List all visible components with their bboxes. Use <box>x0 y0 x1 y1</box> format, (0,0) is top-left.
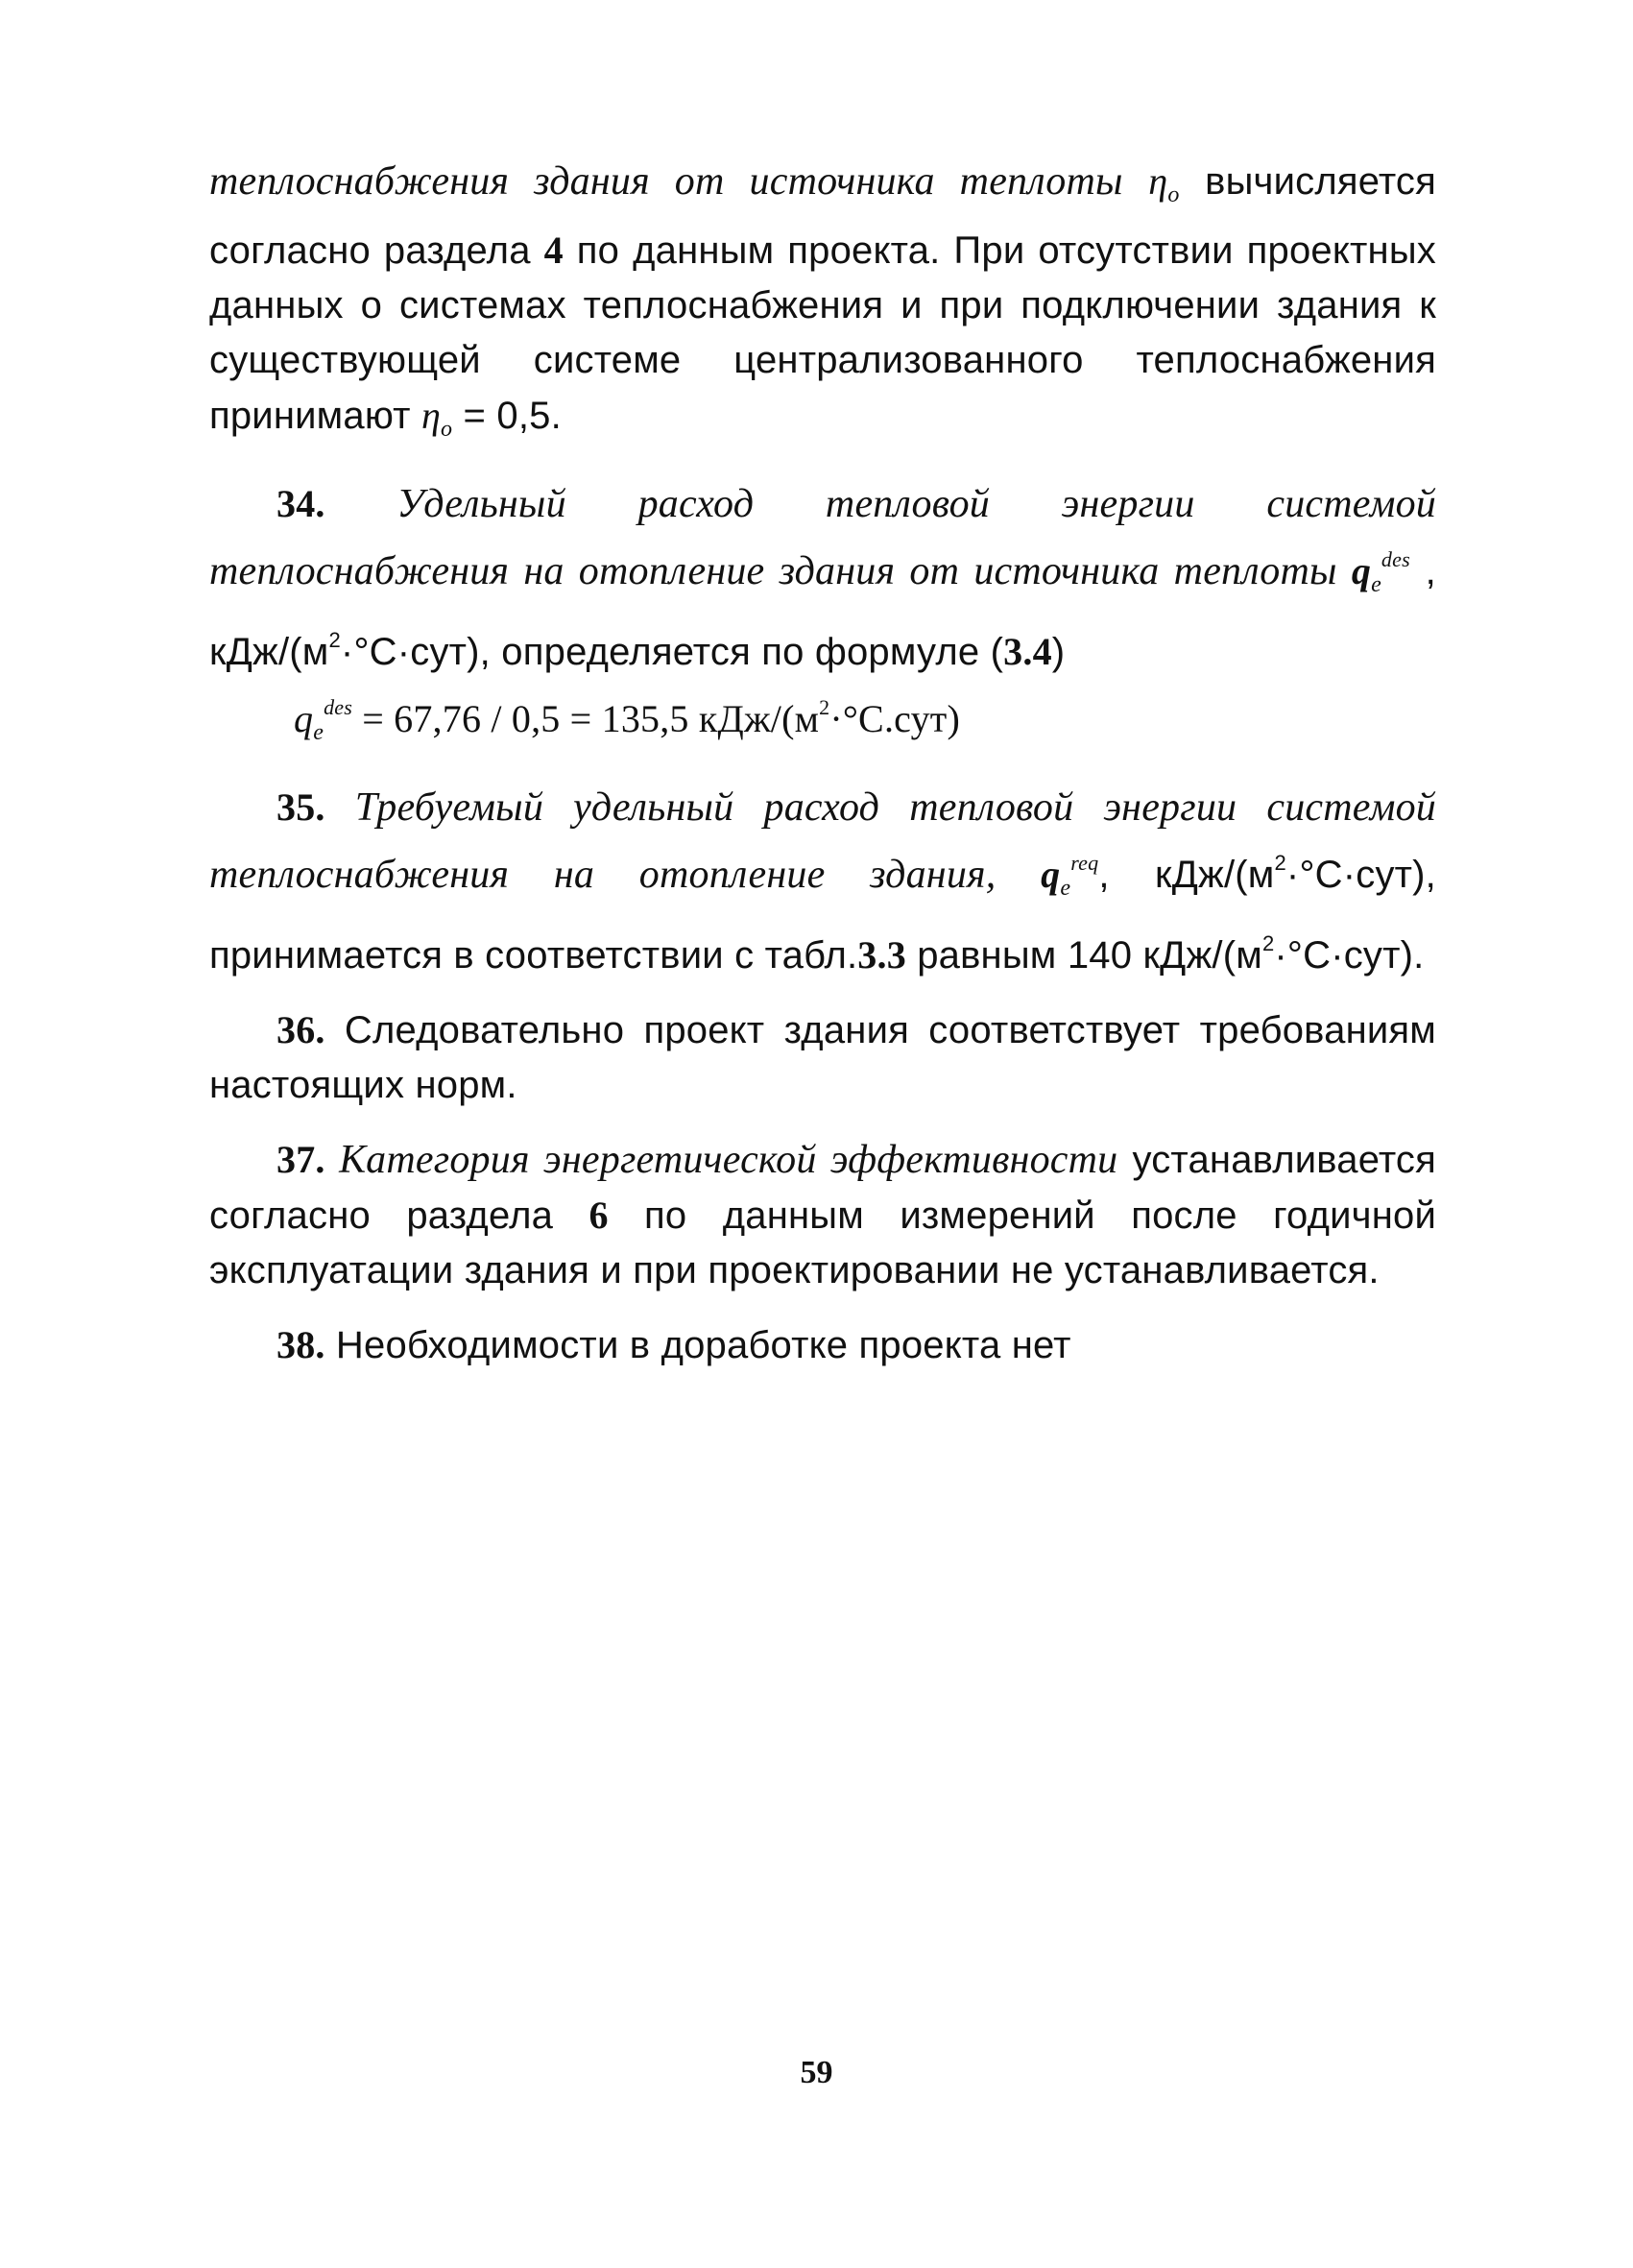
q-superscript: des <box>324 695 352 719</box>
item-number: 35. <box>276 785 325 829</box>
formula-34 <box>209 680 1436 760</box>
section-ref: 6 <box>588 1194 609 1237</box>
italic-term: Категория энергетической эффективности <box>324 1138 1118 1182</box>
text-segment: , кДж/(м <box>1098 854 1275 896</box>
text-segment: Необходимости в доработке проекта нет <box>324 1324 1071 1366</box>
square-superscript: 2 <box>819 695 830 719</box>
paragraph-37 <box>209 1132 1436 1298</box>
text-segment: ·°С·сут). <box>1274 934 1425 977</box>
text-segment: равным 140 кДж/(м <box>905 934 1262 977</box>
q-subscript: e <box>1371 572 1381 597</box>
italic-term: Требуемый удельный расход тепловой энергии системой теплоснабжения на отопление здания, <box>209 785 1436 897</box>
eta-symbol: η <box>420 394 442 437</box>
text-segment: = 0,5. <box>452 395 562 437</box>
q-subscript: e <box>1060 876 1071 901</box>
square-superscript: 2 <box>328 628 341 652</box>
eta-subscript: o <box>441 417 453 442</box>
square-superscript: 2 <box>1274 851 1286 875</box>
text-segment: устанавливается согласно раздела <box>209 1139 1436 1237</box>
text-segment: по данным измерений после годичной эксплуатации здания и при проектировании не устанавливается. <box>209 1194 1436 1291</box>
paragraph-35 <box>209 780 1436 983</box>
text-segment: вычисляется согласно раздела <box>209 160 1436 272</box>
q-symbol: q <box>1351 549 1372 592</box>
text-segment: по данным проекта. При отсутствии проектных данных о системах теплоснабжения и при подключении здания к существующей системе централизованного теплоснабжения принимают <box>209 229 1436 437</box>
q-subscript: e <box>313 720 324 745</box>
q-symbol: q <box>1041 853 1061 896</box>
text-segment: ·°С·сут), определяется по формуле ( <box>340 631 1004 673</box>
body-text <box>209 154 1436 1392</box>
table-ref: 3.3 <box>857 933 906 977</box>
eta-symbol: η <box>1148 159 1168 203</box>
formula-ref: 3.4 <box>1003 630 1052 673</box>
q-superscript: req <box>1070 851 1099 875</box>
text-segment: , кДж/(м <box>209 550 1436 673</box>
item-number: 38. <box>276 1323 325 1366</box>
item-number: 34. <box>276 482 325 525</box>
item-number: 37. <box>276 1138 325 1181</box>
text-segment: Следовательно проект здания соответствует требованиям настоящих норм. <box>209 1009 1436 1106</box>
section-ref: 4 <box>543 229 564 272</box>
square-superscript: 2 <box>1261 931 1275 955</box>
q-superscript: des <box>1381 547 1410 571</box>
page-number: 59 <box>800 2055 833 2090</box>
paragraph-36 <box>209 1002 1436 1113</box>
item-number: 36. <box>276 1008 325 1051</box>
text-segment: ) <box>1051 631 1066 673</box>
eta-subscript: o <box>1167 182 1180 207</box>
text-segment: ·°С·сут), принимается в соответствии с табл. <box>209 854 1436 977</box>
formula-text: = 67,76 / 0,5 = 135,5 кДж/(м <box>352 697 820 740</box>
italic-lead: теплоснабжения здания от источника теплоты <box>209 159 1123 204</box>
italic-term: Удельный расход тепловой энергии системой теплоснабжения на отопление здания от источника теплоты <box>209 482 1436 593</box>
formula-text: ·°С.сут) <box>829 697 960 740</box>
paragraph-38 <box>209 1317 1436 1373</box>
q-symbol: q <box>294 697 314 740</box>
paragraph-continuation <box>209 154 1436 457</box>
paragraph-34 <box>209 476 1436 680</box>
